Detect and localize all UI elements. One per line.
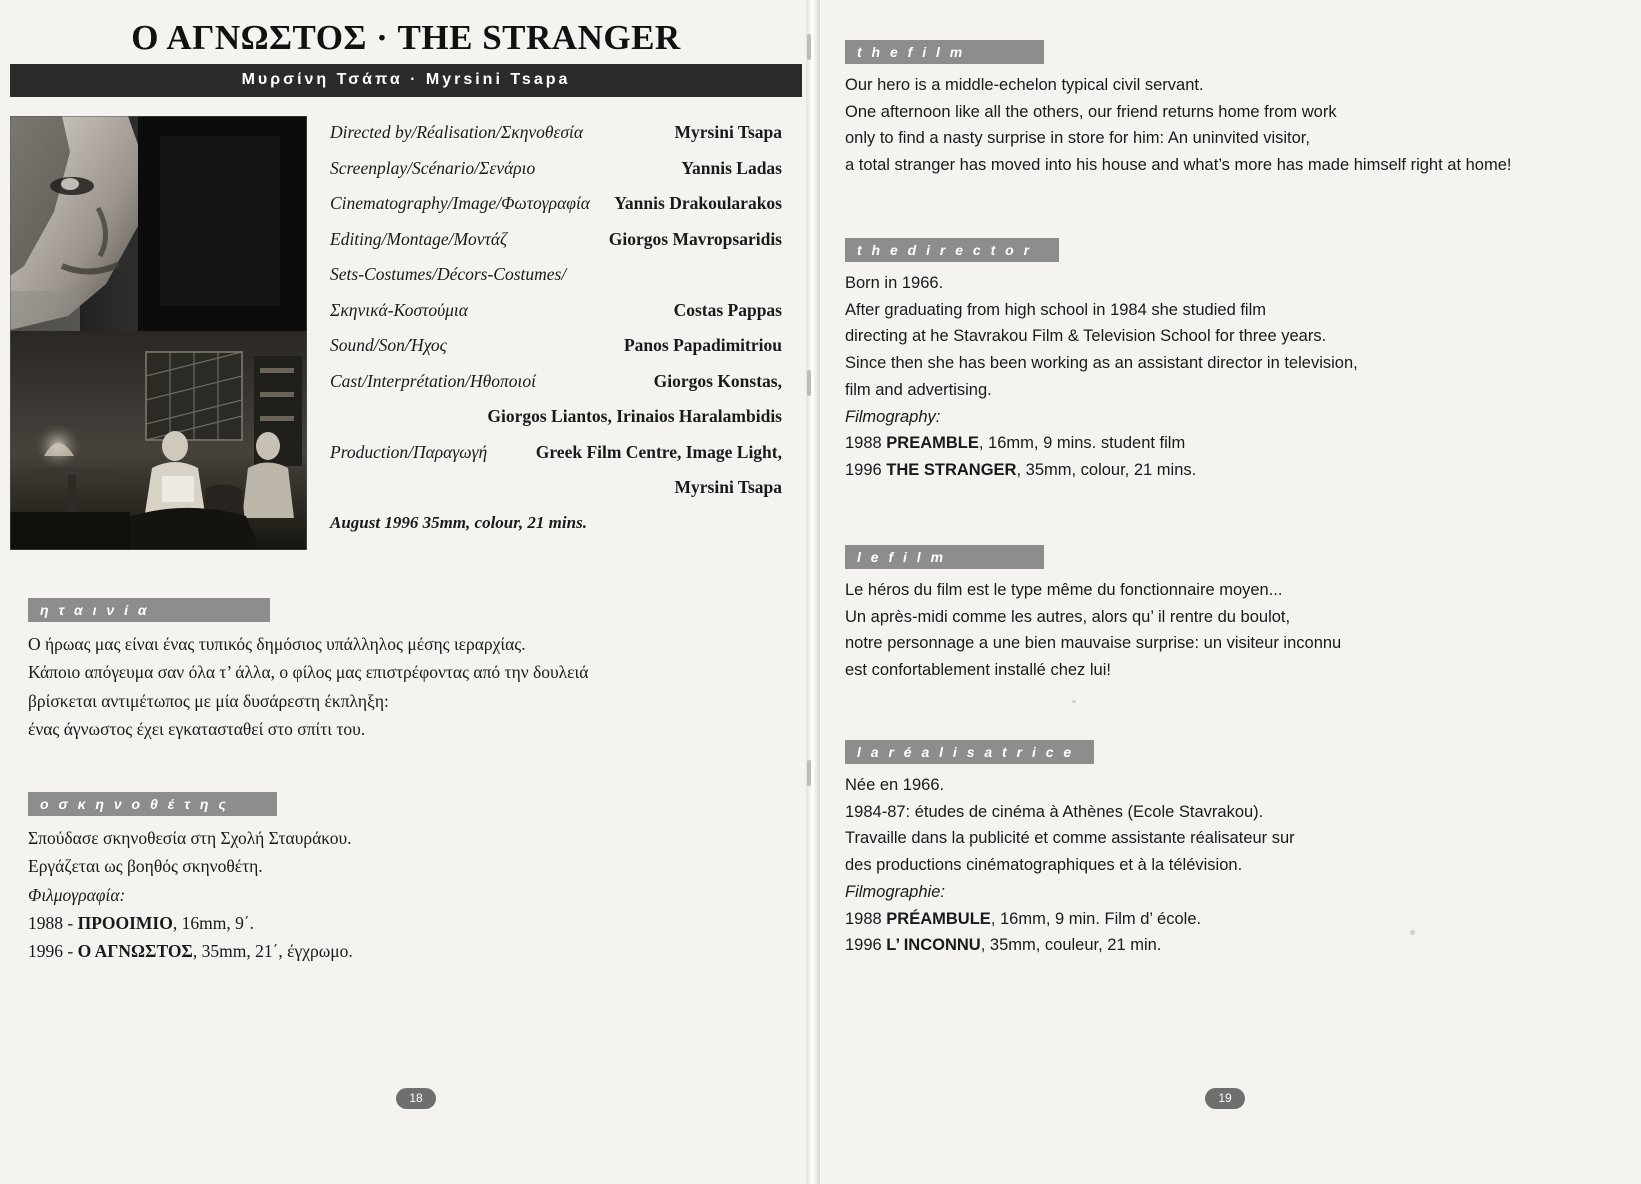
credit-role: Σκηνικά-Κοστούμια — [330, 299, 468, 320]
filmography-item — [845, 457, 1605, 484]
filmography-detail: , 35mm, 21΄, έγχρωμο. — [192, 941, 353, 962]
credit-role: Production/Παραγωγή — [330, 441, 488, 462]
text-line: Ο ήρωας μας είναι ένας τυπικός δημόσιος υπάλληλος μέσης ιεραρχίας. — [28, 634, 526, 654]
filmography-detail: , 35mm, couleur, 21 min. — [980, 936, 1162, 955]
filmography-title: ΠΡΟΟΙΜΙΟ — [77, 913, 173, 934]
filmography-title: PRÉAMBULE — [886, 909, 991, 928]
filmography-year: 1996 — [845, 936, 887, 955]
credit-row — [330, 158, 782, 179]
filmography-detail: , 16mm, 9 min. Film d’ école. — [990, 909, 1202, 928]
section-english-film — [845, 40, 1605, 179]
text-line: βρίσκεται αντιμέτωπος με μία δυσάρεστη έκπληξη: — [28, 690, 389, 711]
spine-mark — [807, 34, 811, 60]
credit-name: Yannis Drakoularakos — [614, 193, 782, 213]
text-line: One afternoon like all the others, our friend returns home from work — [845, 102, 1337, 121]
filmography-title: Ο ΑΓΝΩΣΤΟΣ — [77, 941, 193, 962]
text-line: directing at he Stavrakou Film & Television School for three years. — [845, 327, 1327, 346]
credit-role: Screenplay/Scénario/Σενάριο — [330, 157, 536, 178]
text-line: est confortablement installé chez lui! — [845, 661, 1111, 680]
filmography-item — [28, 909, 768, 937]
credits-footer: August 1996 35mm, colour, 21 mins. — [330, 512, 587, 532]
credit-role: Sound/Son/Ήχος — [330, 335, 447, 355]
credit-role: Directed by/Réalisation/Σκηνοθεσία — [330, 122, 584, 142]
section-heading-greek-film: η τ α ι ν ί α — [28, 598, 270, 622]
text-line: Since then she has been working as an assistant director in television, — [845, 354, 1358, 373]
credit-row — [330, 122, 782, 143]
spine-mark — [807, 370, 811, 396]
filmography-year: 1996 — [845, 461, 887, 480]
credit-role: Sets-Costumes/Décors-Costumes/ — [330, 264, 567, 284]
section-english-director — [845, 238, 1605, 484]
section-heading-english-film: t h e f i l m — [845, 40, 1044, 64]
text-line: notre personnage a une bien mauvaise surprise: un visiteur inconnu — [845, 634, 1342, 653]
section-body-french-director — [845, 772, 1605, 959]
credit-row — [330, 371, 782, 392]
text-line: Born in 1966. — [845, 274, 944, 292]
text-line: film and advertising. — [845, 380, 992, 399]
credit-role: Cinematography/Image/Φωτογραφία — [330, 193, 590, 213]
credit-role: Editing/Montage/Μοντάζ — [330, 228, 508, 249]
section-greek-director — [28, 792, 768, 966]
credit-row-production — [330, 442, 782, 463]
section-body-greek-director — [28, 824, 768, 966]
credit-row — [330, 300, 782, 321]
text-line: Σπούδασε σκηνοθεσία στη Σχολή Σταυράκου. — [28, 828, 352, 848]
page-right — [821, 0, 1641, 1184]
text-line: Travaille dans la publicité et comme assistante réalisateur sur — [845, 829, 1295, 848]
spine-mark — [807, 760, 811, 786]
filmography-item — [845, 430, 1605, 457]
text-line: Née en 1966. — [845, 776, 945, 794]
page-number-left: 18 — [396, 1088, 436, 1109]
text-line: 1984-87: études de cinéma à Athènes (Ecole Stavrakou). — [845, 802, 1264, 821]
book-gutter — [806, 0, 820, 1184]
text-line: Our hero is a middle-echelon typical civil servant. — [845, 76, 1204, 94]
section-heading-greek-director: ο σ κ η ν ο θ έ τ η ς — [28, 792, 277, 816]
credit-name: Panos Papadimitriou — [623, 335, 782, 355]
text-line: Un après-midi comme les autres, alors qu’ il rentre du boulot, — [845, 607, 1291, 626]
text-line: Le héros du film est le type même du fonctionnaire moyen... — [845, 581, 1283, 599]
credit-name: Giorgos Konstas, — [653, 370, 782, 391]
title-subtitle-bar: Μυρσίνη Τσάπα · Myrsini Tsapa — [10, 64, 802, 97]
text-line: ένας άγνωστος έχει εγκατασταθεί στο σπίτι του. — [28, 719, 366, 740]
filmography-item — [845, 906, 1605, 933]
title-block — [10, 18, 802, 97]
credit-name: Myrsini Tsapa — [674, 122, 782, 142]
page-title: Ο ΑΓΝΩΣΤΟΣ · THE STRANGER — [131, 18, 681, 57]
filmography-item — [28, 937, 768, 965]
credit-row — [330, 264, 782, 285]
text-line: des productions cinématographiques et à la télévision. — [845, 856, 1243, 875]
filmography-title: PREAMBLE — [886, 434, 979, 453]
filmography-label: Filmographie: — [845, 882, 945, 901]
page-left — [0, 0, 820, 1184]
filmography-year: 1988 — [845, 434, 887, 453]
paper-speck — [1410, 930, 1415, 935]
section-body-english-film — [845, 72, 1605, 179]
credit-role: Cast/Interprétation/Ηθοποιοί — [330, 370, 536, 391]
filmography-year: 1996 - — [28, 941, 78, 962]
text-line: After graduating from high school in 1984 she studied film — [845, 300, 1266, 319]
section-greek-film — [28, 598, 768, 743]
credit-name: Giorgos Mavropsaridis — [608, 228, 782, 249]
filmography-title: L’ INCONNU — [886, 936, 981, 955]
section-body-french-film — [845, 577, 1605, 684]
credit-row — [330, 335, 782, 356]
section-french-film — [845, 545, 1605, 684]
text-line: a total stranger has moved into his house and what’s more has made himself right at home! — [845, 156, 1512, 175]
text-line: only to find a nasty surprise in store for him: An uninvited visitor, — [845, 129, 1310, 148]
filmography-year: 1988 — [845, 909, 887, 928]
section-body-greek-film — [28, 630, 768, 743]
credit-name: Greek Film Centre, Image Light, — [535, 441, 782, 462]
credit-row — [330, 229, 782, 250]
filmography-detail: , 16mm, 9 mins. student film — [978, 434, 1186, 453]
filmography-detail: , 35mm, colour, 21 mins. — [1016, 461, 1197, 480]
credit-name: Yannis Ladas — [681, 157, 782, 178]
credit-name: Costas Pappas — [673, 299, 782, 320]
filmography-item — [845, 932, 1605, 959]
section-body-english-director — [845, 270, 1605, 484]
section-heading-english-director: t h e d i r e c t o r — [845, 238, 1059, 262]
film-still-photo — [10, 116, 307, 550]
filmography-title: THE STRANGER — [886, 461, 1017, 480]
paper-speck — [1072, 700, 1076, 703]
production-continued: Myrsini Tsapa — [674, 477, 782, 497]
page-number-right: 19 — [1205, 1088, 1245, 1109]
section-heading-french-director: l a r é a l i s a t r i c e — [845, 740, 1094, 764]
filmography-label: Φιλμογραφία: — [28, 884, 126, 905]
cast-continued: Giorgos Liantos, Irinaios Haralambidis — [487, 406, 782, 426]
text-line: Εργάζεται ως βοηθός σκηνοθέτη. — [28, 856, 263, 877]
credits-list — [330, 122, 782, 533]
credit-row — [330, 193, 782, 214]
filmography-year: 1988 - — [28, 913, 78, 934]
text-line: Κάποιο απόγευμα σαν όλα τ’ άλλα, ο φίλος μας επιστρέφοντας από την δουλειά — [28, 662, 589, 683]
filmography-detail: , 16mm, 9΄. — [172, 913, 255, 934]
section-french-director — [845, 740, 1605, 959]
section-heading-french-film: l e f i l m — [845, 545, 1044, 569]
filmography-label: Filmography: — [845, 407, 941, 426]
